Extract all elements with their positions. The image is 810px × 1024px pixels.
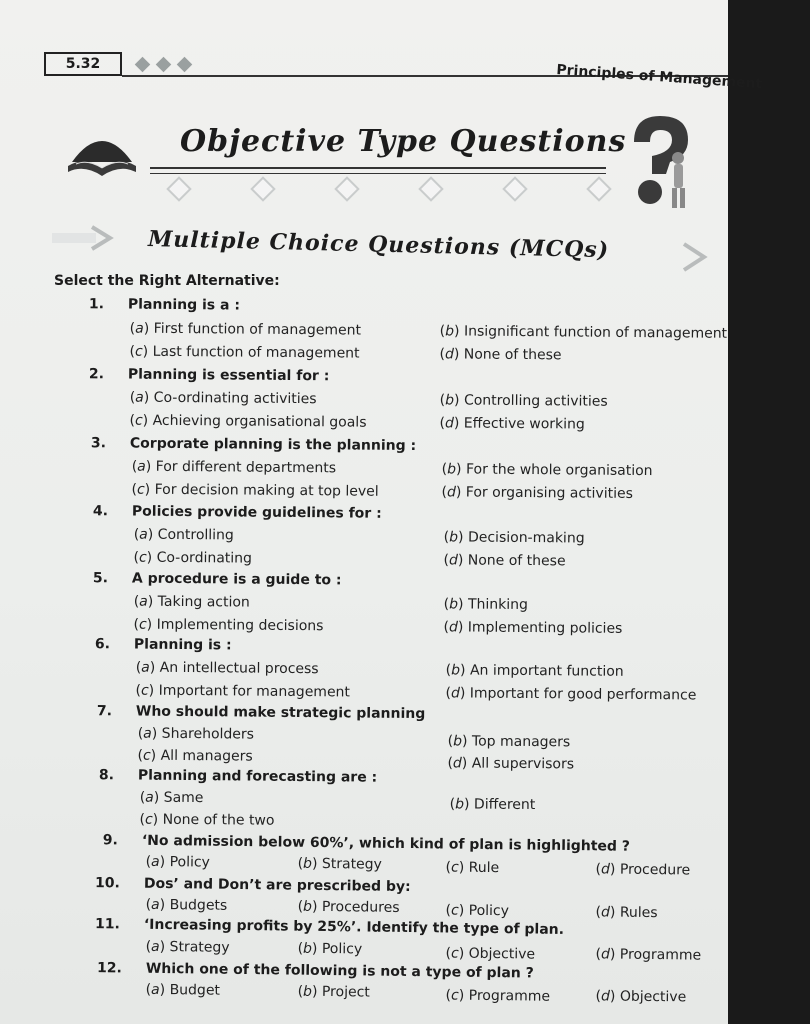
option-c: (c) Last function of management <box>129 343 360 362</box>
option-a: (a) Co-ordinating activities <box>129 389 317 408</box>
option-a: (a) Controlling <box>133 526 234 544</box>
option-a: (a) Taking action <box>133 593 250 611</box>
question-number: 9. <box>102 832 118 849</box>
question-text: ‘No admission below 60%’, which kind of plan is highlighted ? <box>141 832 631 855</box>
option-d: (d) None of these <box>443 552 566 570</box>
option-b: (b) Procedures <box>297 898 400 916</box>
option-c: (c) Co-ordinating <box>133 549 253 567</box>
option-c: (c) Achieving organisational goals <box>129 412 367 431</box>
question-text: A procedure is a guide to : <box>131 570 342 589</box>
question-number: 10. <box>94 875 120 892</box>
question-number: 3. <box>90 435 106 452</box>
option-a: (a) Budget <box>145 981 221 999</box>
question-item <box>78 832 806 879</box>
running-head: Principles of Management <box>555 62 763 93</box>
question-text: Corporate planning is the planning : <box>129 435 417 455</box>
option-c: (c) Objective <box>445 945 536 963</box>
question-item <box>80 875 808 922</box>
option-d: (d) Rules <box>595 904 658 922</box>
option-a: (a) For different departments <box>131 458 337 477</box>
option-d: (d) Important for good performance <box>445 685 697 704</box>
option-a: (a) Same <box>139 789 204 807</box>
instruction: Select the Right Alternative: <box>54 273 280 289</box>
question-number: 6. <box>94 636 110 653</box>
question-item <box>68 503 796 570</box>
question-text: Planning is : <box>133 636 232 654</box>
question-item <box>64 366 792 433</box>
page-number: 5.32 <box>44 52 122 76</box>
question-text: Who should make strategic planning <box>135 703 426 723</box>
option-c: (c) For decision making at top level <box>131 481 379 500</box>
option-c: (c) None of the two <box>139 811 275 829</box>
question-text: Planning and forecasting are : <box>137 767 378 786</box>
option-b: (b) Policy <box>297 940 363 958</box>
section-title: Objective Type Questions <box>180 124 627 159</box>
question-number: 12. <box>96 960 122 977</box>
question-text: Planning is a : <box>127 296 241 314</box>
question-number: 8. <box>98 767 114 784</box>
question-number: 11. <box>94 916 120 933</box>
option-c: (c) Programme <box>445 987 551 1005</box>
option-b: (b) Insignificant function of management <box>439 323 728 342</box>
question-item <box>68 570 796 637</box>
option-a: (a) First function of management <box>129 320 362 339</box>
question-text: Policies provide guidelines for : <box>131 503 382 522</box>
option-d: (d) For organising activities <box>441 484 633 502</box>
option-d: (d) Programme <box>595 946 702 964</box>
option-c: (c) Important for management <box>135 682 351 701</box>
question-item <box>66 435 794 502</box>
option-b: (b) Top managers <box>447 733 571 751</box>
option-b: (b) Project <box>297 983 370 1001</box>
option-c: (c) All managers <box>137 747 253 765</box>
question-number: 5. <box>92 570 108 587</box>
option-b: (b) Decision-making <box>443 529 585 547</box>
option-a: (a) Policy <box>145 853 210 871</box>
option-d: (d) Effective working <box>439 415 585 433</box>
question-item <box>70 636 798 704</box>
option-c: (c) Rule <box>445 859 500 877</box>
option-b: (b) Controlling activities <box>439 392 608 410</box>
question-item <box>64 296 792 364</box>
option-a: (a) Strategy <box>145 938 230 956</box>
option-b: (b) Different <box>449 796 536 814</box>
question-text: Which one of the following is not a type of plan ? <box>145 960 534 982</box>
question-text: Planning is essential for : <box>127 366 330 385</box>
option-a: (a) Shareholders <box>137 725 255 743</box>
question-text: ‘Increasing profits by 25%’. Identify the type of plan. <box>143 916 565 938</box>
option-a: (a) An intellectual process <box>135 659 319 678</box>
option-d: (d) Implementing policies <box>443 619 623 637</box>
subsection-title: Multiple Choice Questions (MCQs) <box>147 226 610 264</box>
option-a: (a) Budgets <box>145 896 228 914</box>
question-number: 7. <box>96 703 112 720</box>
question-item <box>80 916 808 964</box>
question-text: Dos’ and Don’t are prescribed by: <box>143 875 411 896</box>
option-c: (c) Policy <box>445 902 510 920</box>
option-c: (c) Implementing decisions <box>133 616 324 635</box>
option-b: (b) Strategy <box>297 855 383 873</box>
question-item <box>74 767 802 829</box>
option-d: (d) None of these <box>439 346 562 364</box>
option-d: (d) All supervisors <box>447 755 575 773</box>
question-number: 1. <box>88 296 104 313</box>
question-number: 2. <box>88 366 104 383</box>
question-number: 4. <box>92 503 108 520</box>
option-b: (b) Thinking <box>443 596 529 614</box>
option-b: (b) For the whole organisation <box>441 461 653 480</box>
option-d: (d) Procedure <box>595 861 691 879</box>
option-b: (b) An important function <box>445 662 624 680</box>
question-item <box>72 703 800 773</box>
option-d: (d) Objective <box>595 988 687 1006</box>
